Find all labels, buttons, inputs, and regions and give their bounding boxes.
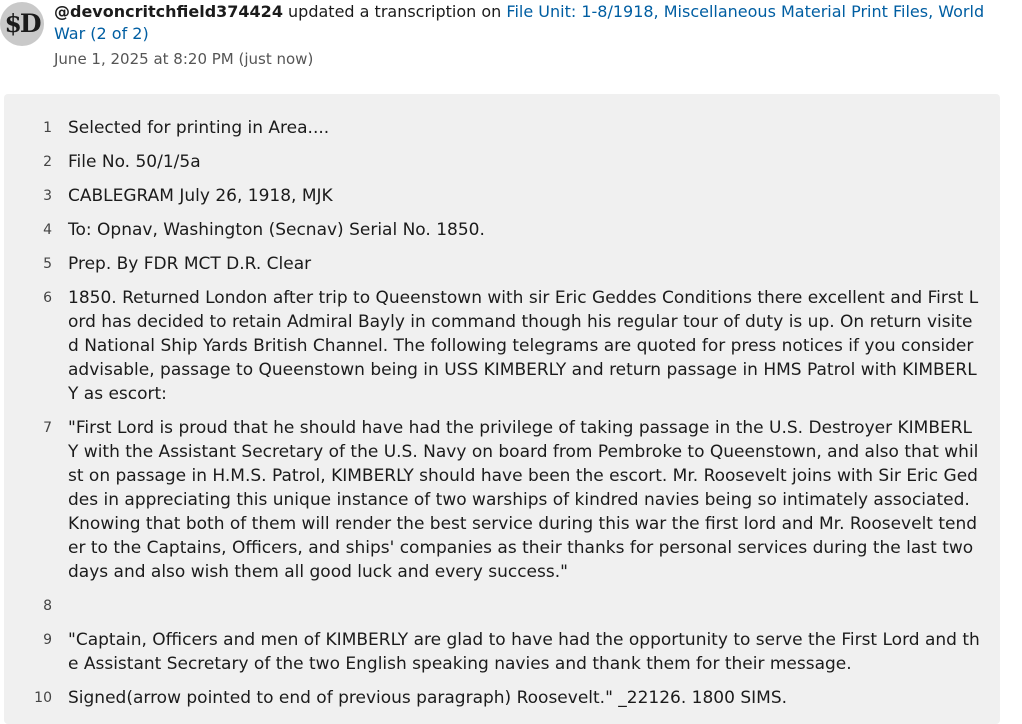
line-number: 5 bbox=[43, 256, 52, 272]
line-number: 2 bbox=[43, 154, 52, 170]
line-number: 9 bbox=[43, 632, 52, 648]
transcription-line bbox=[4, 594, 1000, 618]
line-number: 4 bbox=[43, 222, 52, 238]
transcription-line bbox=[4, 416, 1000, 584]
line-text: File No. 50/1/5a bbox=[68, 152, 201, 172]
line-text: CABLEGRAM July 26, 1918, MJK bbox=[68, 186, 333, 206]
user-avatar[interactable]: $D bbox=[0, 2, 44, 46]
line-number: 7 bbox=[43, 420, 52, 436]
transcription-line bbox=[4, 628, 1000, 676]
line-text bbox=[68, 594, 980, 618]
line-text: Selected for printing in Area.... bbox=[68, 118, 330, 138]
activity-header bbox=[54, 1, 1004, 45]
transcription-line bbox=[4, 686, 1000, 710]
line-text: To: Opnav, Washington (Secnav) Serial No. 1850. bbox=[68, 220, 485, 240]
line-text: "First Lord is proud that he should have had the privilege of taking passage in the U.S. Destroyer KIMBERLY with the Assistant Secretary of the U.S. Navy on board from Pembroke to Queenstown, and also that whilst on passage in H.M.S. Patrol, KIMBERLY should have been the escort. Mr. Roosevelt joins with Sir Eric Geddes in appreciating this unique instance of two warships of kindred navies being so intimately associated. Knowing that both of them will render the best service during this war the first lord and Mr. Roosevelt tender to the Captains, Officers, and ships' companies as their thanks for personal services during the last two days and also wish them all good luck and every success." bbox=[68, 418, 979, 582]
line-number: 3 bbox=[43, 188, 52, 204]
line-text: "Captain, Officers and men of KIMBERLY are glad to have had the opportunity to serve the First Lord and the Assistant Secretary of the two English speaking navies and thank them for their message. bbox=[68, 630, 980, 674]
line-number: 8 bbox=[43, 598, 52, 614]
transcription-line bbox=[4, 286, 1000, 406]
line-number: 10 bbox=[34, 690, 52, 706]
transcription-panel bbox=[4, 94, 1000, 724]
activity-timestamp: June 1, 2025 at 8:20 PM (just now) bbox=[54, 50, 314, 68]
file-unit-link[interactable]: File Unit: 1-8/1918, Miscellaneous Material Print Files, World War (2 of 2) bbox=[54, 2, 985, 43]
line-number: 6 bbox=[43, 290, 52, 306]
transcription-line bbox=[4, 184, 1000, 208]
transcription-line bbox=[4, 218, 1000, 242]
username: @devoncritchfield374424 bbox=[54, 2, 283, 21]
transcription-line bbox=[4, 252, 1000, 276]
transcription-line bbox=[4, 116, 1000, 140]
transcription-lines bbox=[4, 116, 1000, 720]
activity-action-text: updated a transcription on bbox=[282, 2, 507, 21]
transcription-line bbox=[4, 150, 1000, 174]
line-text: Signed(arrow pointed to end of previous paragraph) Roosevelt." _22126. 1800 SIMS. bbox=[68, 688, 788, 708]
line-text: Prep. By FDR MCT D.R. Clear bbox=[68, 254, 312, 274]
line-number: 1 bbox=[43, 120, 52, 136]
line-text: 1850. Returned London after trip to Queenstown with sir Eric Geddes Conditions there excellent and First Lord has decided to retain Admiral Bayly in command though his regular tour of duty is up. On return visited National Ship Yards British Channel. The following telegrams are quoted for press notices if you consider advisable, passage to Queenstown being in USS KIMBERLY and return passage in HMS Patrol with KIMBERLY as escort: bbox=[68, 288, 979, 404]
